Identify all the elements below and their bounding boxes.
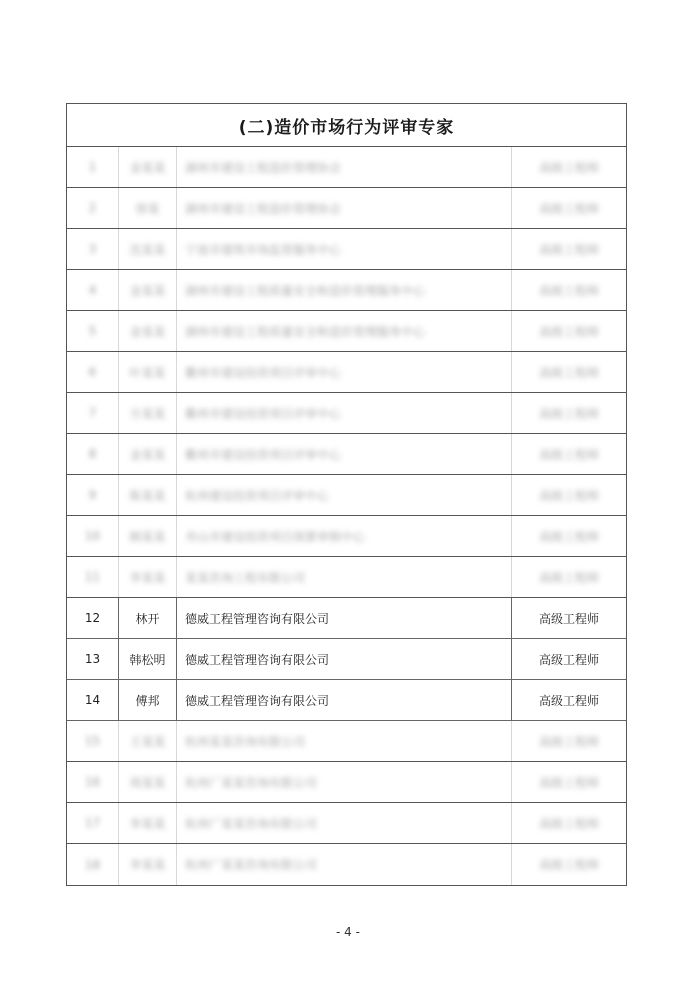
expert-name: 金某某 <box>129 160 166 175</box>
professional-title-cell <box>512 762 626 802</box>
organization-cell <box>177 475 512 515</box>
organization-cell <box>177 352 512 392</box>
expert-name: 叶某某 <box>129 365 166 380</box>
expert-name-cell <box>119 147 177 187</box>
row-number-cell <box>67 639 119 679</box>
professional-title-cell <box>512 516 626 556</box>
table-row <box>67 680 626 721</box>
professional-title: 高级工程师 <box>538 488 599 503</box>
expert-name-cell <box>119 270 177 310</box>
organization-cell <box>177 147 512 187</box>
expert-name-cell <box>119 475 177 515</box>
row-number-cell <box>67 844 119 885</box>
professional-title: 高级工程师 <box>538 242 599 257</box>
table-row <box>67 311 626 352</box>
expert-name: 陈某某 <box>129 488 166 503</box>
table-row <box>67 721 626 762</box>
organization: 衢州市建设投资项目评审中心 <box>185 406 342 421</box>
expert-name-cell <box>119 680 177 720</box>
organization-cell <box>177 844 512 885</box>
professional-title: 高级工程师 <box>538 858 599 872</box>
expert-name: 傅邦 <box>135 693 160 708</box>
organization: 湖州市建设工程质量安全和造价管理服务中心 <box>185 324 426 339</box>
row-number: 12 <box>84 611 101 625</box>
organization-cell <box>177 639 512 679</box>
organization: 杭州广某某咨询有限公司 <box>185 775 318 790</box>
professional-title-cell <box>512 229 626 269</box>
expert-table <box>66 103 627 886</box>
organization: 湖州市建设工程造价管理协会 <box>185 201 342 216</box>
professional-title-cell <box>512 844 626 885</box>
organization-cell <box>177 393 512 433</box>
professional-title-cell <box>512 434 626 474</box>
professional-title-cell <box>512 311 626 351</box>
section-title: (二)造价市场行为评审专家 <box>67 104 626 147</box>
expert-name-cell <box>119 639 177 679</box>
row-number-cell <box>67 762 119 802</box>
row-number: 5 <box>88 324 97 338</box>
expert-name-cell <box>119 721 177 761</box>
row-number: 4 <box>88 283 97 297</box>
professional-title: 高级工程师 <box>538 816 599 831</box>
professional-title: 高级工程师 <box>538 406 599 421</box>
organization-cell <box>177 229 512 269</box>
expert-name: 金某某 <box>129 447 166 462</box>
expert-name-cell <box>119 434 177 474</box>
organization: 湖州市建设工程造价管理协会 <box>185 160 342 175</box>
expert-name-cell <box>119 803 177 843</box>
expert-name-cell <box>119 188 177 228</box>
table-row <box>67 229 626 270</box>
table-row <box>67 475 626 516</box>
expert-name: 韩松明 <box>129 652 166 667</box>
row-number: 15 <box>84 734 101 748</box>
row-number: 2 <box>88 201 97 215</box>
organization-cell <box>177 434 512 474</box>
row-number: 9 <box>88 488 97 502</box>
row-number: 13 <box>84 652 101 666</box>
table-row <box>67 188 626 229</box>
professional-title-cell <box>512 557 626 597</box>
row-number-cell <box>67 352 119 392</box>
expert-name-cell <box>119 311 177 351</box>
professional-title-cell <box>512 721 626 761</box>
professional-title: 高级工程师 <box>538 611 599 626</box>
organization: 湖州市建设工程质量安全和造价管理服务中心 <box>185 283 426 298</box>
professional-title: 高级工程师 <box>538 529 599 544</box>
organization-cell <box>177 188 512 228</box>
expert-name: 周某某 <box>129 775 166 790</box>
organization: 杭州某某咨询有限公司 <box>185 734 306 749</box>
professional-title: 高级工程师 <box>538 365 599 380</box>
expert-name: 顾某某 <box>129 529 166 544</box>
expert-name-cell <box>119 844 177 885</box>
page-number: - 4 - <box>336 925 360 939</box>
row-number-cell <box>67 188 119 228</box>
row-number-cell <box>67 229 119 269</box>
expert-name: 李某某 <box>129 816 166 831</box>
organization: 舟山市建设投资项目预算审核中心 <box>185 529 366 544</box>
row-number: 8 <box>88 447 97 461</box>
organization-cell <box>177 516 512 556</box>
expert-name: 徐某 <box>135 201 160 216</box>
row-number: 16 <box>84 775 101 789</box>
expert-name: 李某某 <box>129 570 166 585</box>
expert-name-cell <box>119 598 177 638</box>
row-number-cell <box>67 393 119 433</box>
expert-name: 金某某 <box>129 283 166 298</box>
professional-title: 高级工程师 <box>538 324 599 339</box>
row-number-cell <box>67 516 119 556</box>
organization-cell <box>177 311 512 351</box>
row-number: 10 <box>84 529 101 543</box>
row-number-cell <box>67 311 119 351</box>
expert-name: 沈某某 <box>129 242 166 257</box>
row-number-cell <box>67 147 119 187</box>
organization-cell <box>177 721 512 761</box>
organization: 杭州建设投资项目评审中心 <box>185 488 330 503</box>
professional-title-cell <box>512 393 626 433</box>
row-number: 17 <box>84 816 101 830</box>
expert-name-cell <box>119 229 177 269</box>
row-number: 11 <box>84 570 101 584</box>
row-number: 14 <box>84 693 101 707</box>
professional-title: 高级工程师 <box>538 570 599 585</box>
row-number-cell <box>67 598 119 638</box>
expert-name: 金某某 <box>129 324 166 339</box>
expert-name-cell <box>119 516 177 556</box>
row-number-cell <box>67 721 119 761</box>
organization-cell <box>177 270 512 310</box>
row-number-cell <box>67 803 119 843</box>
organization-cell <box>177 598 512 638</box>
organization: 德威工程管理咨询有限公司 <box>185 652 330 667</box>
professional-title-cell <box>512 352 626 392</box>
table-row <box>67 844 626 885</box>
row-number-cell <box>67 270 119 310</box>
organization-cell <box>177 762 512 802</box>
table-row <box>67 598 626 639</box>
expert-name: 王某某 <box>129 734 166 749</box>
professional-title-cell <box>512 639 626 679</box>
professional-title: 高级工程师 <box>538 201 599 216</box>
table-row <box>67 516 626 557</box>
table-row <box>67 393 626 434</box>
professional-title-cell <box>512 803 626 843</box>
expert-name: 林开 <box>135 611 160 626</box>
row-number: 7 <box>88 406 97 420</box>
professional-title: 高级工程师 <box>538 283 599 298</box>
table-row <box>67 557 626 598</box>
organization: 杭州广某某咨询有限公司 <box>185 858 318 872</box>
table-body <box>67 147 626 885</box>
expert-name-cell <box>119 557 177 597</box>
organization: 德威工程管理咨询有限公司 <box>185 693 330 708</box>
table-row <box>67 639 626 680</box>
organization: 宁波市建筑市场监管服务中心 <box>185 242 342 257</box>
organization-cell <box>177 803 512 843</box>
expert-name-cell <box>119 393 177 433</box>
professional-title-cell <box>512 680 626 720</box>
organization-cell <box>177 680 512 720</box>
table-row <box>67 434 626 475</box>
professional-title-cell <box>512 598 626 638</box>
organization: 德威工程管理咨询有限公司 <box>185 611 330 626</box>
professional-title: 高级工程师 <box>538 160 599 175</box>
row-number-cell <box>67 680 119 720</box>
professional-title: 高级工程师 <box>538 693 599 708</box>
professional-title-cell <box>512 475 626 515</box>
table-row <box>67 147 626 188</box>
organization: 衢州市建设投资项目评审中心 <box>185 365 342 380</box>
row-number-cell <box>67 557 119 597</box>
professional-title: 高级工程师 <box>538 734 599 749</box>
organization: 衢州市建设投资项目评审中心 <box>185 447 342 462</box>
professional-title: 高级工程师 <box>538 775 599 790</box>
expert-name-cell <box>119 352 177 392</box>
row-number: 6 <box>88 365 97 379</box>
professional-title-cell <box>512 270 626 310</box>
expert-name: 方某某 <box>129 406 166 421</box>
professional-title-cell <box>512 188 626 228</box>
table-row <box>67 803 626 844</box>
organization: 杭州广某某咨询有限公司 <box>185 816 318 831</box>
table-row <box>67 352 626 393</box>
organization-cell <box>177 557 512 597</box>
table-row <box>67 762 626 803</box>
row-number: 3 <box>88 242 97 256</box>
row-number-cell <box>67 475 119 515</box>
organization: 某某咨询工程有限公司 <box>185 570 306 585</box>
row-number: 18 <box>84 857 101 872</box>
expert-name-cell <box>119 762 177 802</box>
professional-title-cell <box>512 147 626 187</box>
expert-name: 李某某 <box>129 858 166 872</box>
row-number-cell <box>67 434 119 474</box>
professional-title: 高级工程师 <box>538 447 599 462</box>
professional-title: 高级工程师 <box>538 652 599 667</box>
row-number: 1 <box>88 160 97 174</box>
table-row <box>67 270 626 311</box>
